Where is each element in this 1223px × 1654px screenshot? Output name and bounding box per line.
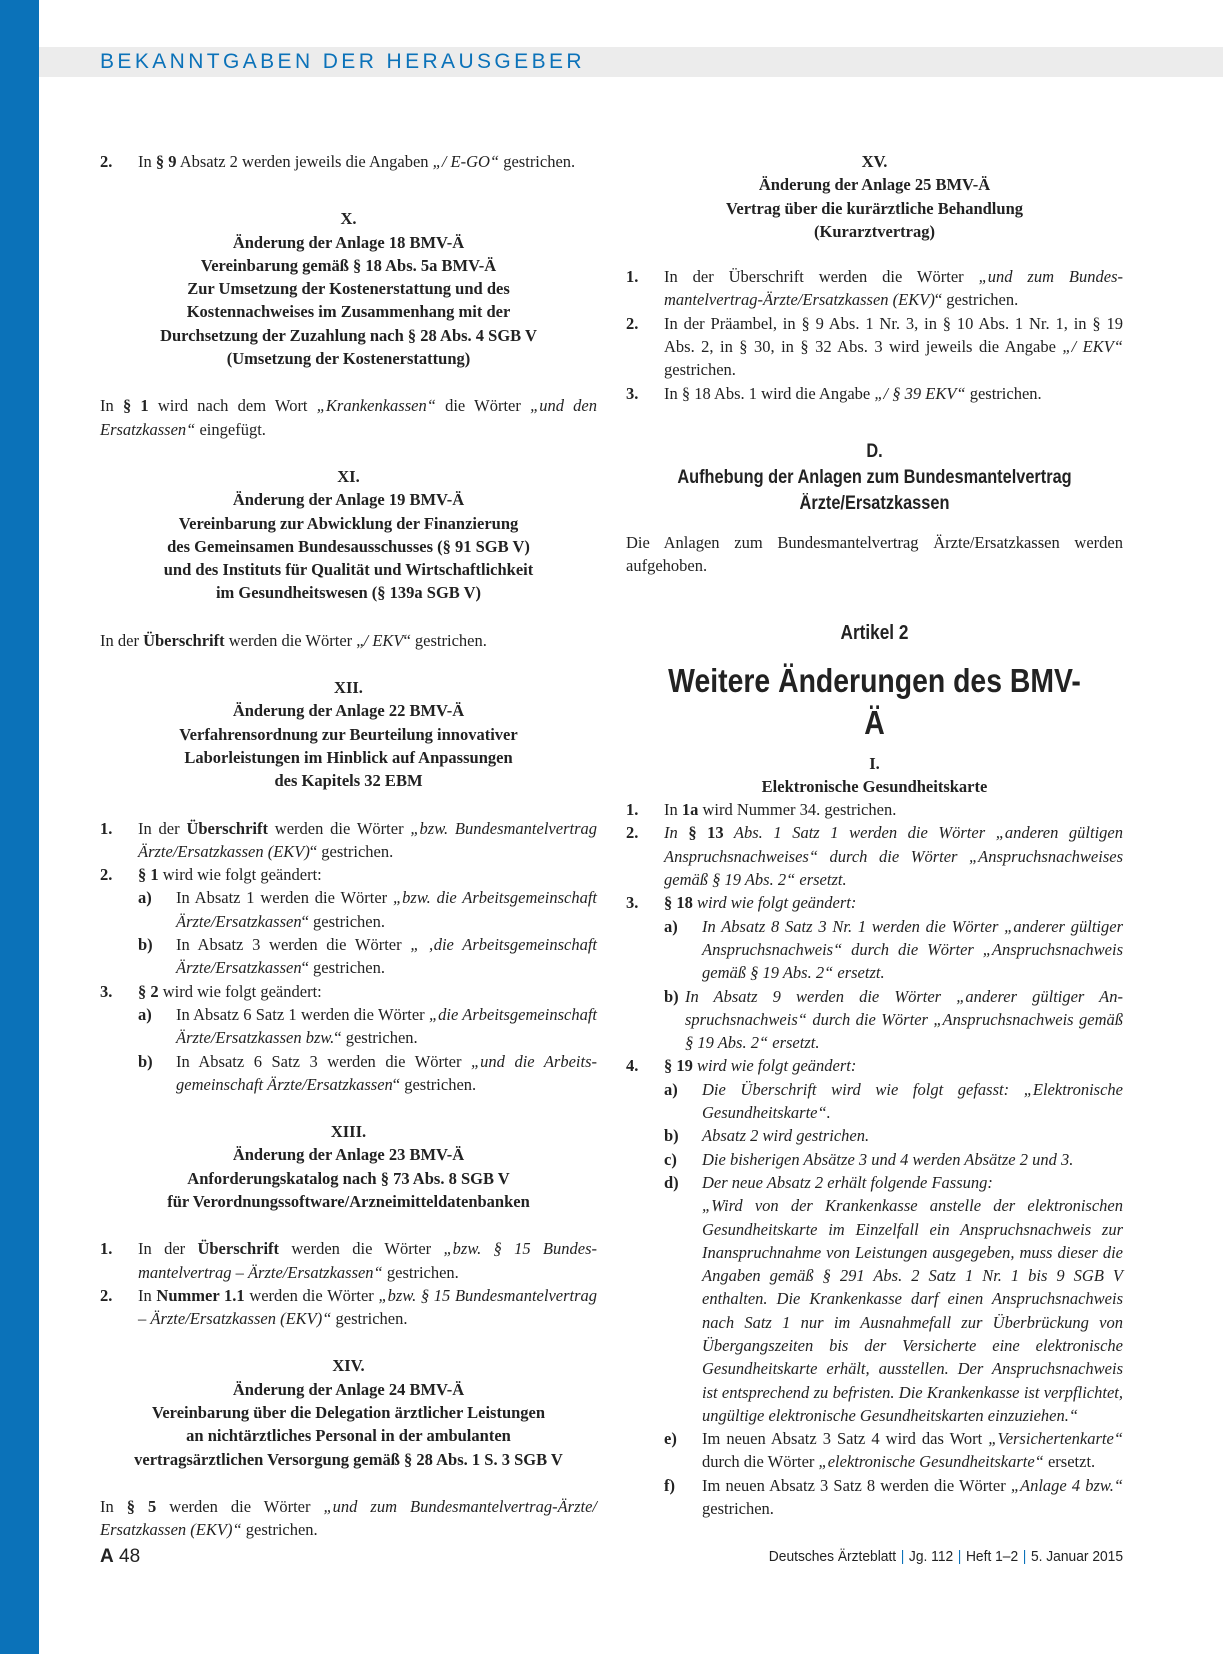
section-heading-d: D. Aufhebung der Anlagen zum Bundesmantelvertrag Ärzte/Ersatzkassen bbox=[677, 440, 1072, 514]
list-item: 1. In der Überschrift werden die Wörter „bzw. § 15 Bundesmantelvertrag – Ärzte/Ersatzkassen“ gestrichen. bbox=[100, 1239, 598, 1282]
sub-item: e) Im neuen Absatz 3 Satz 4 wird das Wort „Versichertenkarte“ durch die Wörter „elektronische Gesundheitskarte“ ersetzt. bbox=[664, 1429, 1123, 1472]
sub-item: a) In Absatz 6 Satz 1 werden die Wörter „die Arbeitsgemeinschaft Ärzte/Ersatzkassen bzw.“ gestrichen. bbox=[138, 1004, 597, 1048]
page-number: A 48 bbox=[100, 1546, 141, 1567]
list-item: 2. In § 13 Abs. 1 Satz 1 werden die Wörter „anderen gültigen Anspruchsnachweises“ durch die Wörter „Anspruchsnachweises gemäß § 19 Abs. 2“ ersetzt. bbox=[626, 823, 1124, 890]
section-heading-xii: XII. Änderung der Anlage 22 BMV-Ä Verfahrensordnung zur Beurteilung innovativer Laborleistungen im Hinblick auf Anpassungen des Kapitels 32 EBM bbox=[179, 678, 518, 791]
section-heading-xi: XI. Änderung der Anlage 19 BMV-Ä Vereinbarung zur Abwicklung der Finanzierung des Gemeinsamen Bundesausschusses (§ 91 SGB V) und des Instituts für Qualität und Wirtschaftlichkeit im Gesundheitswesen (§ 139a SGB V) bbox=[163, 466, 534, 603]
paragraph: In § 5 werden die Wörter „und zum Bundesmantelvertrag-Ärzte/ Ersatzkassen (EKV)“ gestrichen. bbox=[100, 1496, 597, 1540]
section-heading-xv: XV. Änderung der Anlage 25 BMV-Ä Vertrag über die kurärztliche Behandlung (Kurarztvertrag) bbox=[725, 152, 1023, 241]
sub-item: a) Die Überschrift wird wie folgt gefasst: „Elektronische Gesundheitskarte“. bbox=[664, 1079, 1123, 1123]
sub-item: b) In Absatz 9 werden die Wörter „anderer gültiger Anspruchsnachweis“ durch die Wörter „Anspruchsnachweis gemäß § 19 Abs. 2“ ersetzt. bbox=[664, 986, 1123, 1053]
list-item: 1. In der Überschrift werden die Wörter „und zum Bundesmantelvertrag-Ärzte/Ersatzkassen (EKV)“ gestrichen. bbox=[626, 267, 1123, 310]
left-column bbox=[100, 150, 597, 1542]
sub-item: a) In Absatz 8 Satz 3 Nr. 1 werden die Wörter „anderer gültiger Anspruchsnachweis“ durch die Wörter „Anspruchsnachweis gemäß § 19 Abs. 2“ ersetzt. bbox=[664, 916, 1123, 983]
section-heading-xiv: XIV. Änderung der Anlage 24 BMV-Ä Vereinbarung über die Delegation ärztlicher Leistungen an nichtärztliches Personal in der ambulanten vertragsärztlichen Versorgung gemäß § 28 Abs. 1 S. 3 SGB V bbox=[134, 1356, 563, 1469]
section-heading-x: X. Änderung der Anlage 18 BMV-Ä Vereinbarung gemäß § 18 Abs. 5a BMV-Ä Zur Umsetzung der Kostenerstattung und des Kostennachweises im Zusammenhang mit der Durchsetzung der Zuzahlung nach § 28 Abs. 4 SGB V (Umsetzung der Kostenerstattung) bbox=[160, 209, 537, 369]
article-title: Weitere Änderungen des BMV-Ä bbox=[668, 661, 1081, 741]
sub-item: a) In Absatz 1 werden die Wörter „bzw. die Arbeitsgemeinschaft Ärzte/Ersatzkassen“ gestrichen. bbox=[138, 888, 597, 931]
list-item: 1. In der Überschrift werden die Wörter „bzw. Bundesmantelvertrag Ärzte/Ersatzkassen (EKV)“ gestrichen. bbox=[100, 818, 597, 861]
sub-item: d) Der neue Absatz 2 erhält folgende Fassung: bbox=[664, 1172, 993, 1192]
sub-item: b) In Absatz 6 Satz 3 werden die Wörter „und die Arbeitsgemeinschaft Ärzte/Ersatzkassen“ gestrichen. bbox=[138, 1051, 598, 1094]
sub-item: b) In Absatz 3 werden die Wörter „ ‚die Arbeitsgemeinschaft Ärzte/Ersatzkassen“ gestrichen. bbox=[138, 935, 597, 978]
list-item: 2. In der Präambel, in § 9 Abs. 1 Nr. 3, in § 10 Abs. 1 Nr. 1, in § 19 Abs. 2, in § 30, in § 32 Abs. 3 wird jeweils die Angabe „/ EKV“ gestrichen. bbox=[626, 313, 1123, 380]
sub-item: b) Absatz 2 wird gestrichen. bbox=[664, 1126, 870, 1146]
article-label: Artikel 2 bbox=[840, 621, 909, 644]
left-accent-bar bbox=[0, 0, 39, 1654]
list-item: 3. In § 18 Abs. 1 wird die Angabe „/ § 39 EKV“ gestrichen. bbox=[626, 383, 1042, 403]
list-item: 4. § 19 wird wie folgt geändert: bbox=[626, 1056, 857, 1076]
quoted-text: „Wird von der Krankenkasse anstelle der elektronischen Gesundheitskarte im Einzelfall ein Anspruchsnachweis zur Inanspruchnahme von Leistungen ausgegeben, muss dieser die Angaben gemäß § 291 Abs. 2 Satz 1 Nr. 1 bis 9 SGB V enthalten. Die Krankenkasse darf einen Anspruchsnachweis nach Satz 1 nur im Ausnahmefall zur Überbrückung von Übergangszeiten bis der Versicherte eine elektronische Gesundheitskarte erhält, ausstellen. Der Anspruchsnachweis ist entsprechend zu befristen. Die Krankenkasse ist verpflichtet, ungültige elektronische Gesundheitskarten einzuziehen.“ bbox=[702, 1196, 1123, 1425]
list-item: 2. In § 9 Absatz 2 werden jeweils die Angaben „/ E-GO“ gestrichen. bbox=[100, 152, 576, 171]
section-heading-i: I. Elektronische Gesundheitskarte bbox=[761, 753, 988, 796]
list-item: 1. In 1a wird Nummer 34. gestrichen. bbox=[626, 800, 897, 820]
section-heading-xiii: XIII. Änderung der Anlage 23 BMV-Ä Anforderungskatalog nach § 73 Abs. 8 SGB V für Verordnungssoftware/Arzneimitteldatenbanken bbox=[167, 1122, 530, 1211]
list-item: 3. § 18 wird wie folgt geändert: bbox=[626, 893, 857, 913]
right-column bbox=[626, 150, 1123, 1520]
list-item: 3. § 2 wird wie folgt geändert: bbox=[100, 981, 322, 1001]
sub-item: c) Die bisherigen Absätze 3 und 4 werden Absätze 2 und 3. bbox=[664, 1149, 1074, 1169]
paragraph: In der Überschrift werden die Wörter „/ EKV“ gestrichen. bbox=[100, 630, 487, 650]
sub-item: f) Im neuen Absatz 3 Satz 8 werden die Wörter „Anlage 4 bzw.“ gestrichen. bbox=[664, 1475, 1123, 1519]
list-item: 2. In Nummer 1.1 werden die Wörter „bzw. § 15 Bundesmantelvertrag – Ärzte/Ersatzkassen (EKV)“ gestrichen. bbox=[100, 1285, 598, 1329]
section-header: BEKANNTGABEN DER HERAUSGEBER bbox=[100, 50, 585, 73]
paragraph: In § 1 wird nach dem Wort „Krankenkassen“ die Wörter „und den Ersatzkassen“ eingefügt. bbox=[100, 396, 598, 439]
list-item: 2. § 1 wird wie folgt geändert: bbox=[100, 865, 322, 885]
paragraph: Die Anlagen zum Bundesmantelvertrag Ärzte/Ersatzkassen werden aufgehoben. bbox=[626, 532, 1123, 576]
journal-citation: Deutsches Ärzteblatt | Jg. 112 | Heft 1–2 | 5. Januar 2015 bbox=[768, 1548, 1123, 1565]
